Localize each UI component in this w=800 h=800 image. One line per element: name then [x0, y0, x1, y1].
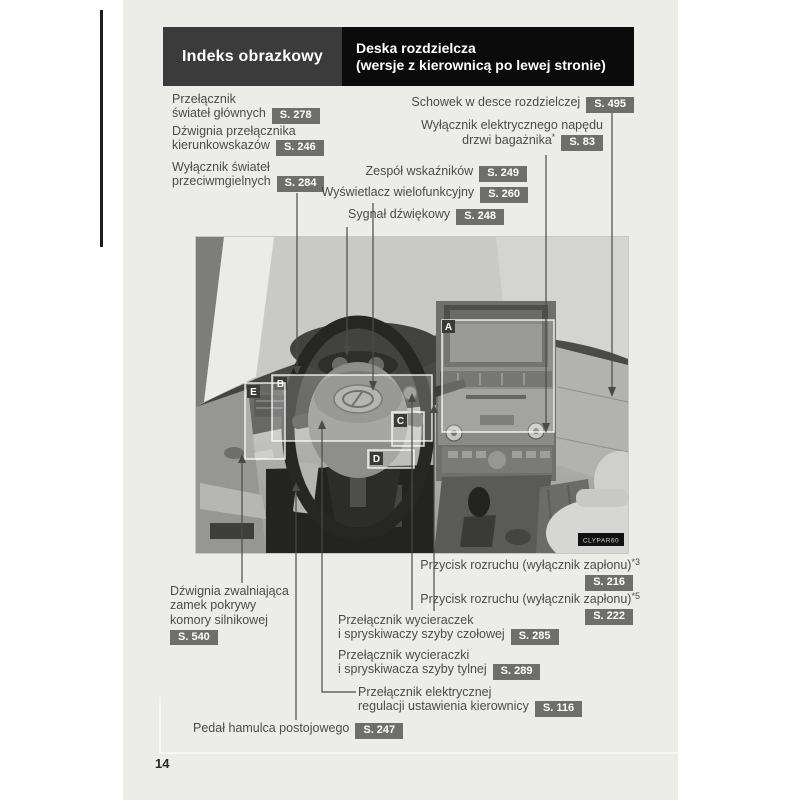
label-gauge-cluster: Zespół wskaźników S. 249 — [366, 164, 528, 182]
page-number: 14 — [155, 756, 170, 771]
page-ref-badge: S. 222 — [585, 609, 633, 625]
label-headlight-switch: Przełącznik świateł głównych S. 278 — [172, 92, 320, 124]
svg-text:CLYPAR60: CLYPAR60 — [582, 537, 620, 545]
callout-letter-e: E — [250, 387, 257, 398]
callout-region-a — [442, 320, 554, 432]
section-title — [342, 27, 634, 86]
callout-region-e — [245, 383, 285, 459]
page-ref-badge: S. 247 — [355, 723, 403, 739]
page-ref-badge: S. 83 — [561, 135, 603, 151]
label-fog-light-switch: Wyłącznik świateł przeciwmgielnych S. 284 — [172, 160, 324, 192]
label-multi-display: Wyświetlacz wielofunkcyjny S. 260 — [321, 185, 528, 203]
label-rear-wiper-switch: Przełącznik wycieraczki i spryskiwacza szyby tylnej S. 289 — [338, 648, 540, 680]
scan-binding-line — [100, 10, 103, 247]
callout-letter-a: A — [444, 322, 453, 333]
section-title-line1: Deska rozdzielcza — [356, 39, 476, 56]
page-ref-badge: S. 278 — [272, 108, 320, 124]
page-ref-badge: S. 248 — [456, 209, 504, 225]
label-start-button-222: Przycisk rozruchu (wyłącznik zapłonu)$^{*5}$ S. 222 — [420, 591, 640, 625]
label-horn: Sygnał dźwiękowy S. 248 — [348, 207, 504, 225]
page-ref-badge: S. 116 — [535, 701, 582, 717]
page-ref-badge: S. 249 — [479, 166, 527, 182]
dashboard-photo — [196, 237, 628, 553]
page-ref-badge: S. 260 — [480, 187, 528, 203]
label-steering-adjust-switch: Przełącznik elektrycznej regulacji ustawienia kierownicy S. 116 — [358, 685, 582, 717]
label-front-wiper-switch: Przełącznik wycieraczek i spryskiwaczy szyby czołowej S. 285 — [338, 613, 559, 645]
dashboard-illustration — [196, 237, 628, 553]
label-tailgate-switch: Wyłącznik elektrycznego napędu drzwi bagażnika* S. 83 — [421, 118, 603, 151]
page-ref-badge: S. 540 — [170, 630, 218, 646]
page-ref-badge: S. 285 — [511, 629, 559, 645]
section-title-line2: (wersje z kierownicą po lewej stronie) — [356, 56, 606, 73]
callout-letter-c: C — [396, 416, 405, 427]
label-hood-release-lever: Dźwignia zwalniająca zamek pokrywy komory silnikowej S. 540 — [170, 584, 289, 645]
chapter-title: Indeks obrazkowy — [163, 27, 342, 86]
callout-region-d — [368, 450, 414, 468]
page-ref-badge: S. 495 — [586, 97, 634, 113]
label-turn-signal-lever: Dźwignia przełącznika kierunkowskazów S. 246 — [172, 124, 324, 156]
label-start-button-216: Przycisk rozruchu (wyłącznik zapłonu)$^{*3}$ S. 216 — [420, 557, 640, 591]
photo-watermark — [578, 533, 624, 546]
page-ref-badge: S. 246 — [276, 140, 324, 156]
page-ref-badge: S. 289 — [493, 664, 541, 680]
callout-letter-d: D — [372, 454, 381, 465]
page-ref-badge: S. 284 — [277, 176, 325, 192]
page-ref-badge: S. 216 — [585, 575, 633, 591]
callout-region-c — [392, 412, 424, 446]
label-glovebox: Schowek w desce rozdzielczej S. 495 — [411, 95, 634, 113]
label-parking-brake-pedal: Pedał hamulca postojowego S. 247 — [193, 721, 403, 739]
